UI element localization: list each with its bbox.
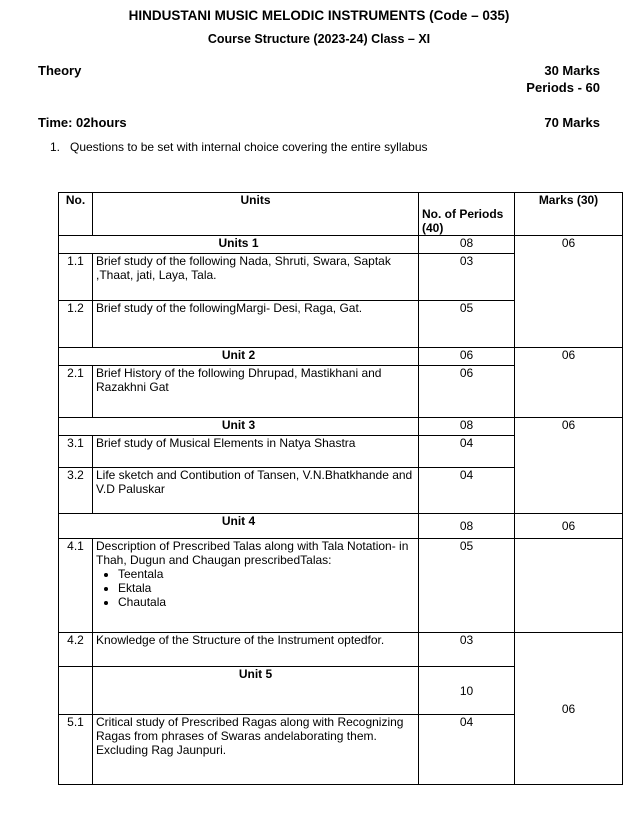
periods-label: Periods - 60 bbox=[526, 80, 600, 95]
row-periods: 05 bbox=[419, 301, 515, 348]
unit-periods: 06 bbox=[419, 348, 515, 366]
row-periods: 03 bbox=[419, 254, 515, 301]
row-periods: 04 bbox=[419, 715, 515, 785]
instruction-item bbox=[50, 140, 428, 154]
unit-marks: 06 bbox=[515, 514, 623, 539]
row-text: Brief study of the followingMargi- Desi, Raga, Gat. bbox=[93, 301, 419, 348]
theory-label: Theory bbox=[38, 63, 82, 78]
table-header-row bbox=[59, 193, 623, 236]
header-units: Units bbox=[93, 193, 419, 236]
row-number: 3.2 bbox=[59, 468, 93, 514]
row-text: Description of Prescribed Talas along with Tala Notation- in Thah, Dugun and Chaugan prescribedTalas: bbox=[96, 539, 409, 567]
unit-row bbox=[59, 348, 623, 366]
table-row bbox=[59, 539, 623, 633]
instruction-number: 1. bbox=[50, 140, 61, 154]
unit-marks: 06 bbox=[515, 348, 623, 418]
document-subtitle: Course Structure (2023-24) Class – XI bbox=[207, 32, 431, 46]
unit-marks: 06 bbox=[515, 633, 623, 785]
document-title: HINDUSTANI MUSIC MELODIC INSTRUMENTS (Code – 035) bbox=[128, 8, 510, 23]
unit-marks: 06 bbox=[515, 418, 623, 514]
header-no: No. bbox=[59, 193, 93, 236]
total-marks: 70 Marks bbox=[544, 115, 600, 130]
row-number: 1.2 bbox=[59, 301, 93, 348]
row-periods: 06 bbox=[419, 366, 515, 418]
unit-row bbox=[59, 236, 623, 254]
unit-periods: 10 bbox=[419, 667, 515, 715]
row-number: 3.1 bbox=[59, 436, 93, 468]
row-number: 4.2 bbox=[59, 633, 93, 667]
unit-row bbox=[59, 514, 623, 539]
list-item: • Chautala bbox=[118, 595, 415, 609]
unit-title: Units 1 bbox=[59, 236, 419, 254]
unit-row bbox=[59, 418, 623, 436]
list-item: • Ektala bbox=[118, 581, 415, 595]
unit-title: Unit 2 bbox=[59, 348, 419, 366]
time-label: Time: 02hours bbox=[38, 115, 127, 130]
row-text: Brief History of the following Dhrupad, Mastikhani and Razakhni Gat bbox=[93, 366, 419, 418]
row-content bbox=[93, 539, 419, 633]
row-periods: 05 bbox=[419, 539, 515, 633]
row-text: Brief study of the following Nada, Shruti, Swara, Saptak ,Thaat, jati, Laya, Tala. bbox=[93, 254, 419, 301]
row-number: 5.1 bbox=[59, 715, 93, 785]
list-item: • Teentala bbox=[118, 567, 415, 581]
instruction-text: Questions to be set with internal choice covering the entire syllabus bbox=[70, 140, 428, 154]
tala-list bbox=[96, 567, 415, 609]
empty-marks-cell bbox=[515, 539, 623, 633]
row-periods: 04 bbox=[419, 436, 515, 468]
row-periods: 04 bbox=[419, 468, 515, 514]
row-periods: 03 bbox=[419, 633, 515, 667]
row-number: 4.1 bbox=[59, 539, 93, 633]
row-number: 1.1 bbox=[59, 254, 93, 301]
row-text: Critical study of Prescribed Ragas along with Recognizing Ragas from phrases of Swaras andelaborating them. Excluding Rag Jaunpuri. bbox=[93, 715, 419, 785]
unit-periods: 08 bbox=[419, 514, 515, 539]
row-text: Brief study of Musical Elements in Natya Shastra bbox=[93, 436, 419, 468]
row-text: Life sketch and Contibution of Tansen, V.N.Bhatkhande and V.D Paluskar bbox=[93, 468, 419, 514]
course-structure-table bbox=[58, 192, 623, 785]
unit-marks: 06 bbox=[515, 236, 623, 348]
row-number: 2.1 bbox=[59, 366, 93, 418]
unit-title: Unit 4 bbox=[59, 514, 419, 539]
unit-periods: 08 bbox=[419, 418, 515, 436]
header-periods: No. of Periods (40) bbox=[419, 193, 515, 236]
theory-marks: 30 Marks bbox=[544, 63, 600, 78]
header-marks: Marks (30) bbox=[515, 193, 623, 236]
empty-number-cell bbox=[59, 667, 93, 715]
row-text: Knowledge of the Structure of the Instrument optedfor. bbox=[93, 633, 419, 667]
table-row bbox=[59, 633, 623, 667]
unit-title: Unit 5 bbox=[93, 667, 419, 715]
unit-periods: 08 bbox=[419, 236, 515, 254]
unit-title: Unit 3 bbox=[59, 418, 419, 436]
